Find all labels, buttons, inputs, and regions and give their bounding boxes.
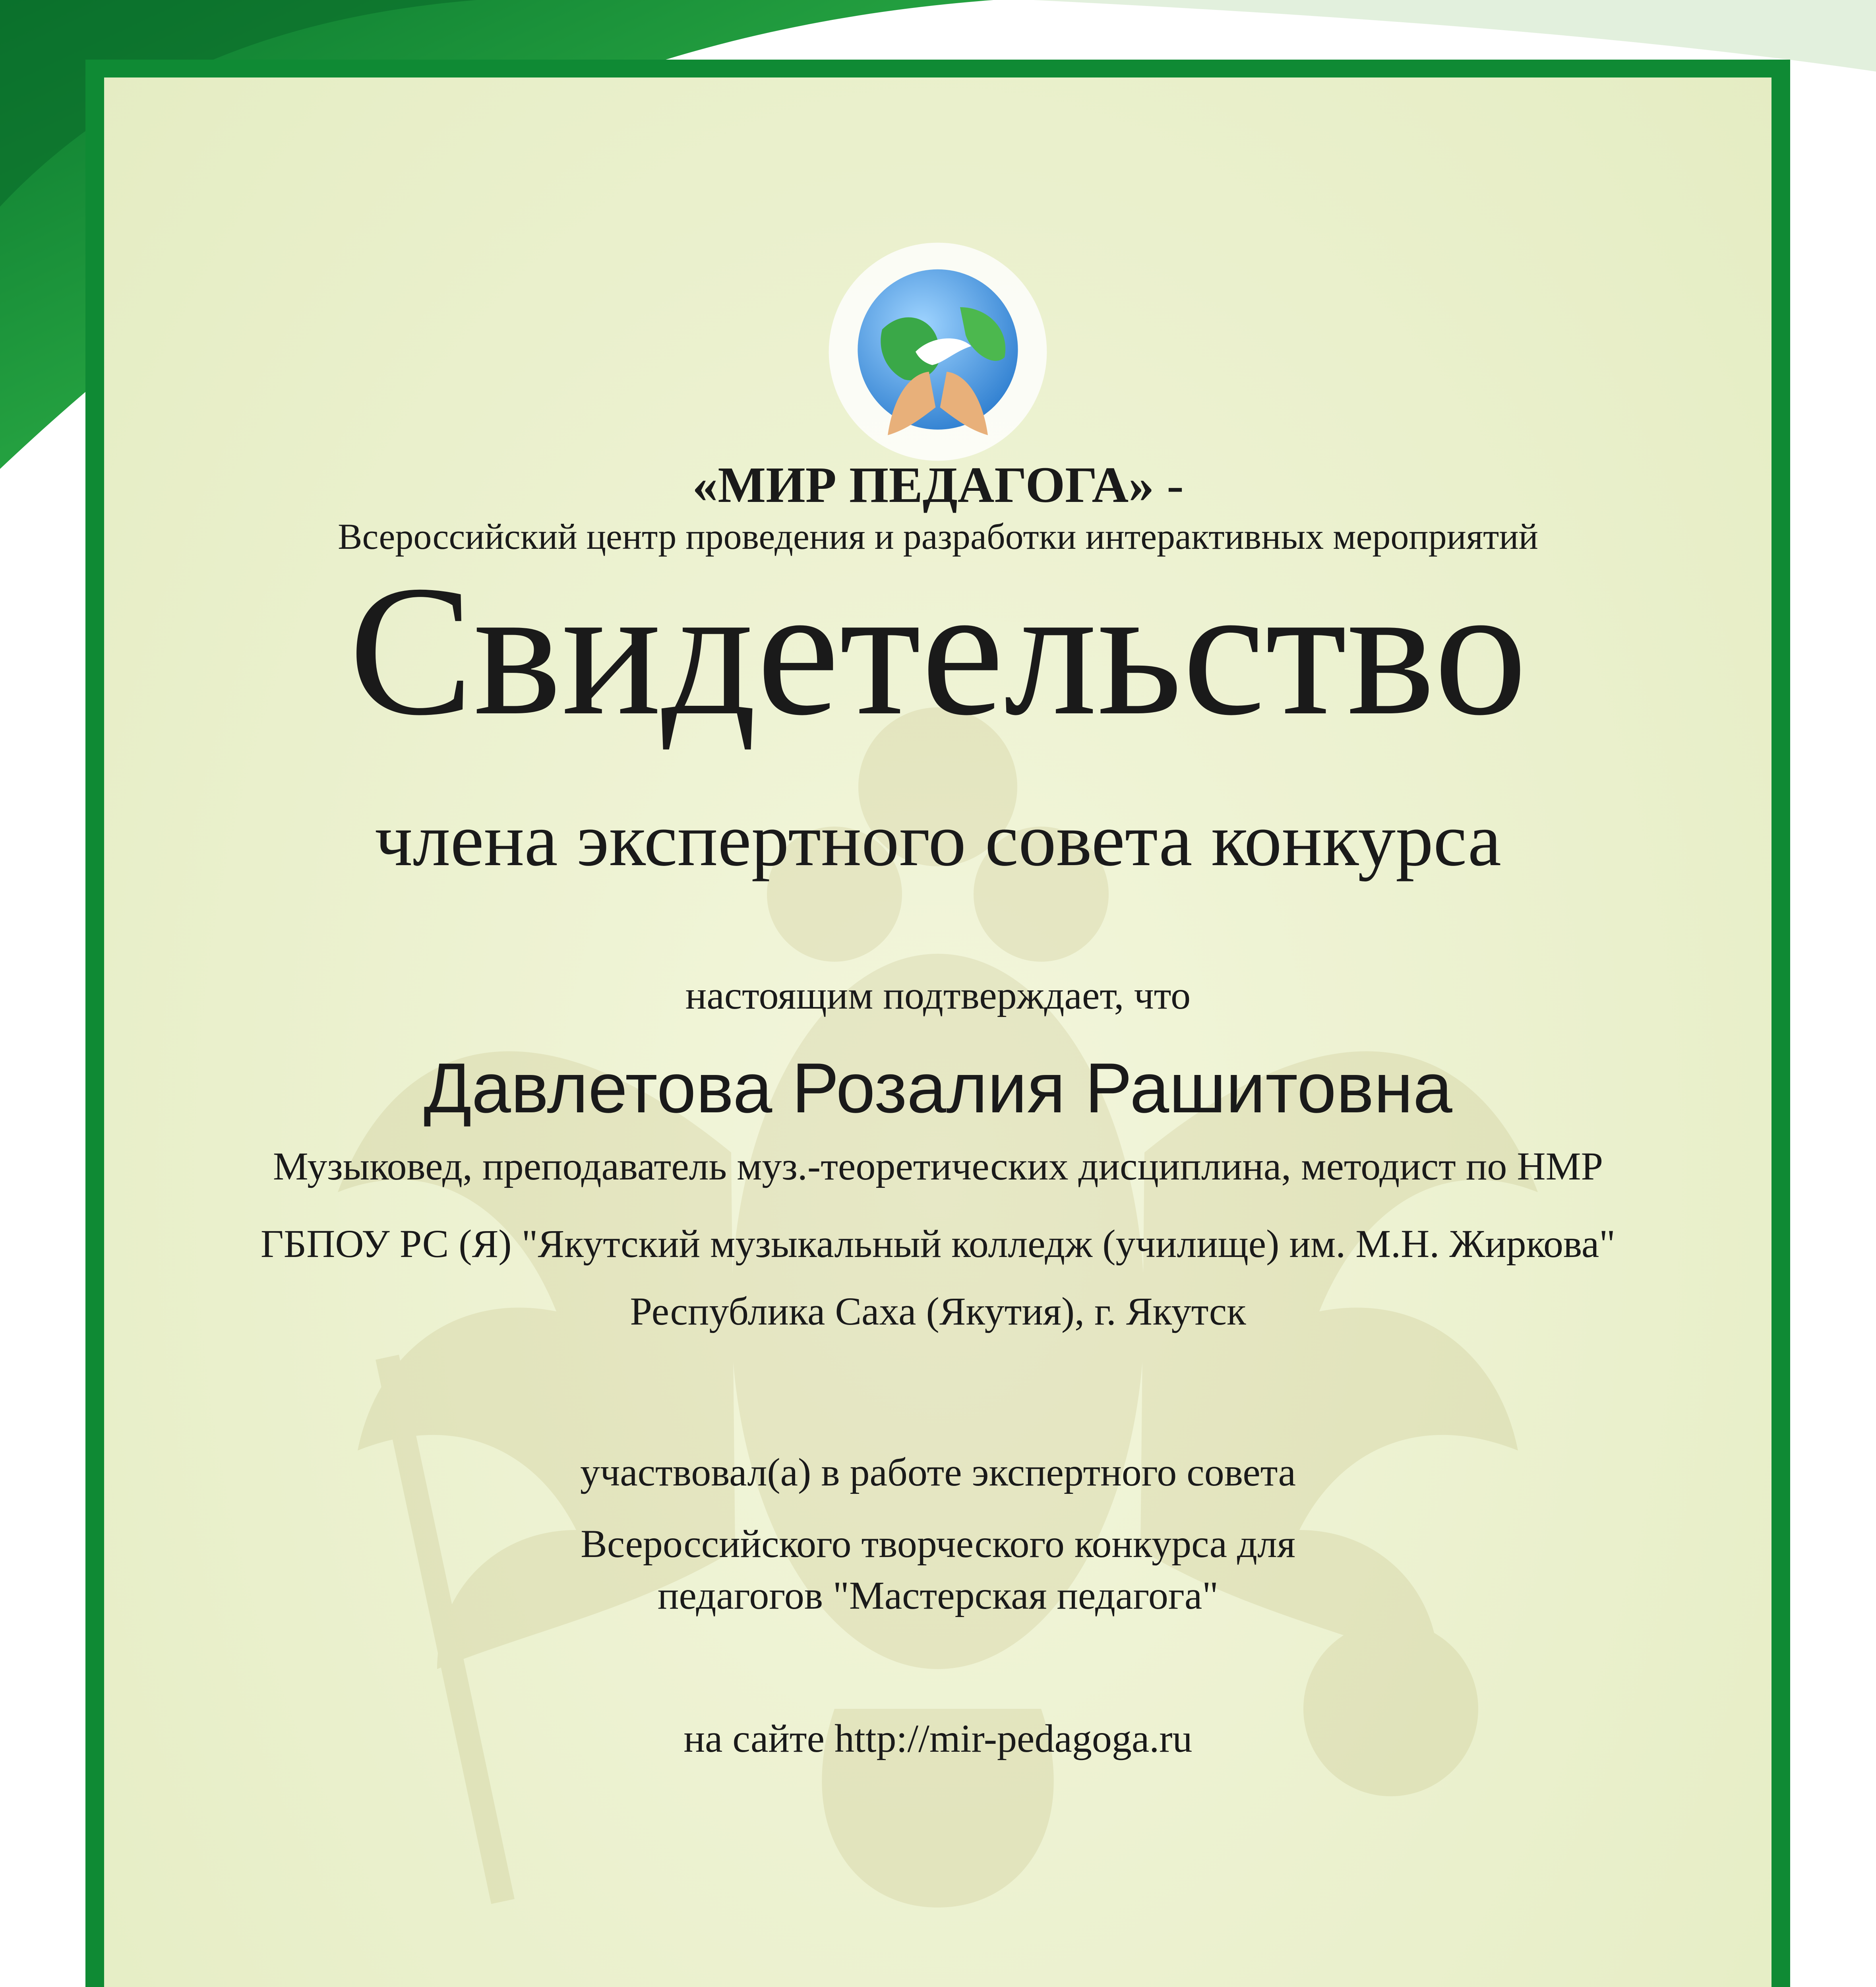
certificate-title: Свидетельство [348, 547, 1528, 754]
recipient-location: Республика Саха (Якутия), г. Якутск [630, 1289, 1246, 1333]
confirms-text: настоящим подтверждает, что [685, 973, 1191, 1017]
participation-text: участвовал(а) в работе экспертного совета [580, 1450, 1296, 1494]
organization-name-line [0, 457, 1876, 513]
website-text: на сайте http://mir-pedagoga.ru [683, 1716, 1193, 1760]
recipient-position: Музыковед, преподаватель муз.-теоретических дисциплина, методист по НМР [273, 1144, 1603, 1188]
globe-dove-hands-icon [827, 240, 1049, 463]
certificate-subtitle: члена экспертного совета конкурса [375, 798, 1501, 882]
organization-subtitle: Всероссийский центр проведения и разработки интерактивных мероприятий [338, 516, 1538, 557]
contest-line-2: педагогов "Мастерская педагога" [657, 1573, 1219, 1617]
contest-line-1: Всероссийского творческого конкурса для [581, 1522, 1295, 1566]
organization-dash: - [1167, 457, 1184, 513]
recipient-institution: ГБПОУ РС (Я) "Якутский музыкальный колледж (училище) им. М.Н. Жиркова" [260, 1222, 1616, 1266]
organization-name: «МИР ПЕДАГОГА» [692, 457, 1154, 513]
recipient-name: Давлетова Розалия Рашитовна [424, 1048, 1452, 1127]
